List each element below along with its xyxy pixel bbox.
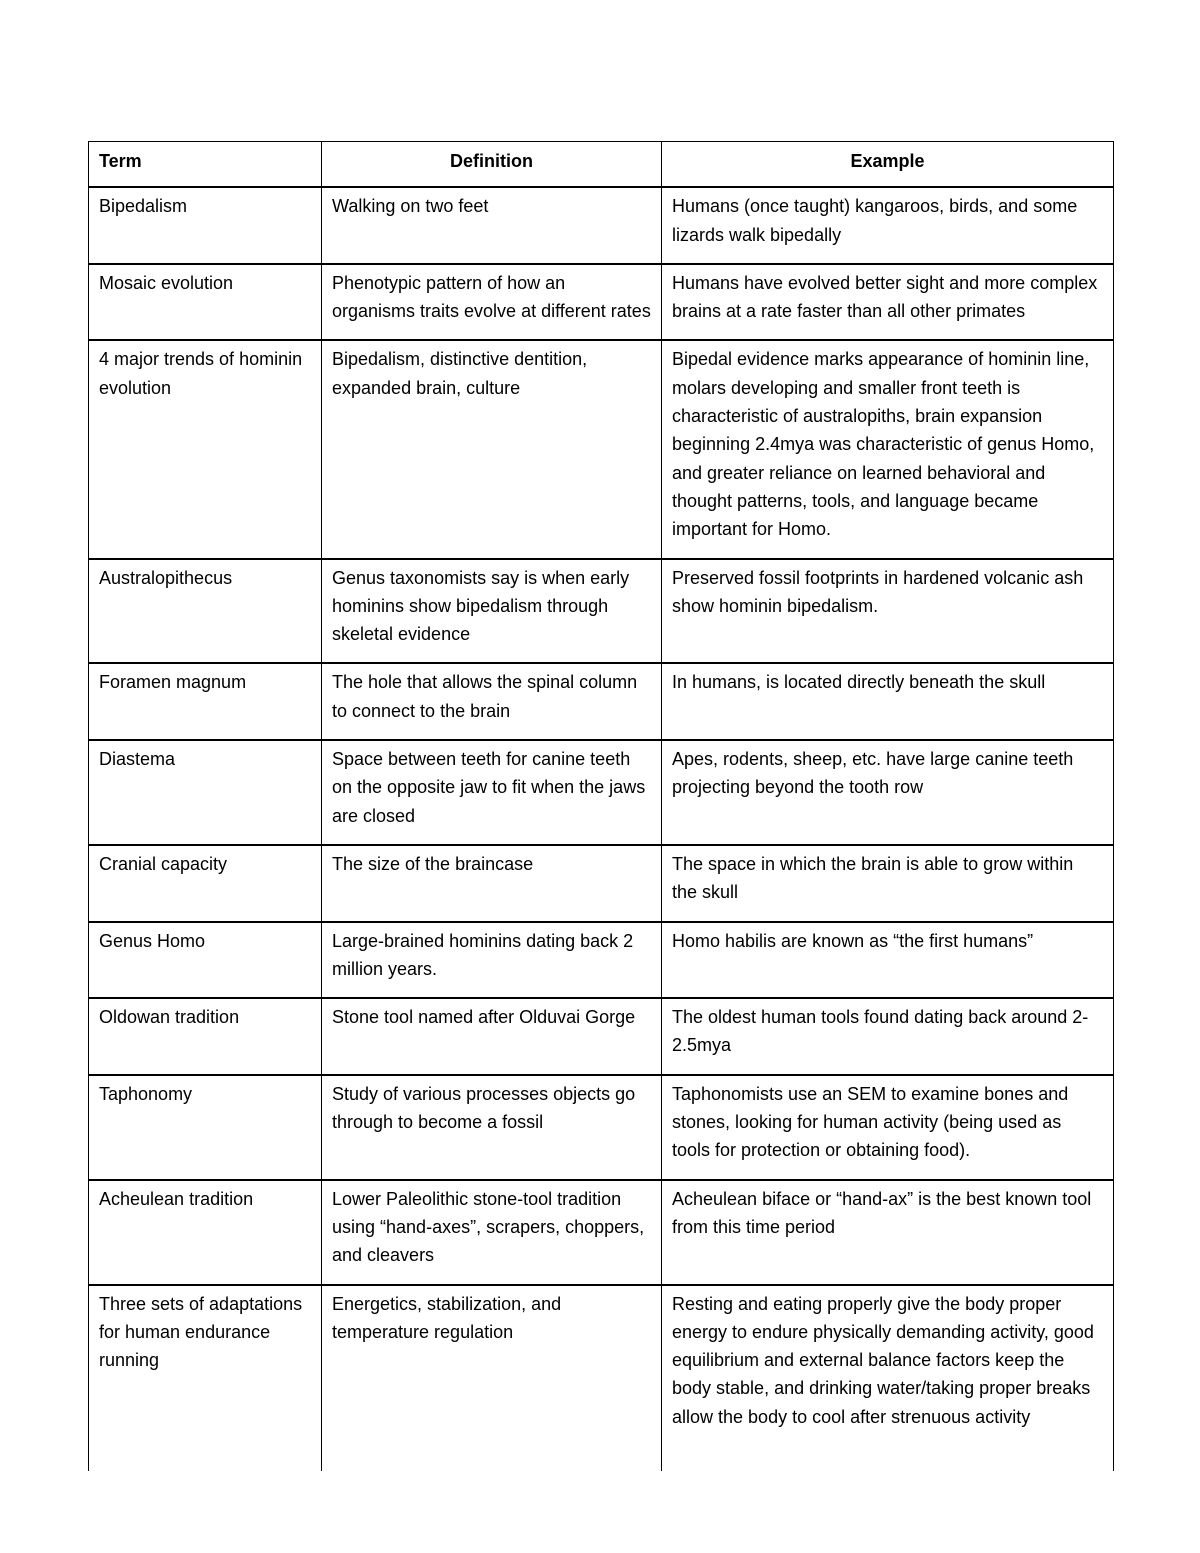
table-row — [89, 559, 1114, 664]
definition-cell: Walking on two feet — [322, 187, 662, 264]
term-cell: Australopithecus — [89, 559, 322, 664]
term-cell: Foramen magnum — [89, 663, 322, 740]
example-cell: Resting and eating properly give the body proper energy to endure physically demanding activity, good equilibrium and external balance factors keep the body stable, and drinking water/taking proper breaks allow the body to cool after strenuous activity — [662, 1285, 1114, 1471]
definition-cell: Phenotypic pattern of how an organisms traits evolve at different rates — [322, 264, 662, 341]
table-row — [89, 1180, 1114, 1285]
table-row — [89, 663, 1114, 740]
header-example: Example — [662, 142, 1114, 188]
term-cell: Diastema — [89, 740, 322, 845]
term-cell: 4 major trends of hominin evolution — [89, 340, 322, 558]
example-cell: Humans have evolved better sight and more complex brains at a rate faster than all other primates — [662, 264, 1114, 341]
table-row — [89, 998, 1114, 1075]
example-cell: Acheulean biface or “hand-ax” is the best known tool from this time period — [662, 1180, 1114, 1285]
definition-cell: The size of the braincase — [322, 845, 662, 922]
term-cell: Taphonomy — [89, 1075, 322, 1180]
example-cell: Taphonomists use an SEM to examine bones and stones, looking for human activity (being used as tools for protection or obtaining food). — [662, 1075, 1114, 1180]
table-row — [89, 187, 1114, 264]
header-term: Term — [89, 142, 322, 188]
definition-cell: Genus taxonomists say is when early hominins show bipedalism through skeletal evidence — [322, 559, 662, 664]
term-cell: Oldowan tradition — [89, 998, 322, 1075]
table-row — [89, 740, 1114, 845]
term-cell: Three sets of adaptations for human endurance running — [89, 1285, 322, 1471]
table-row — [89, 264, 1114, 341]
definition-cell: Energetics, stabilization, and temperature regulation — [322, 1285, 662, 1471]
term-cell: Mosaic evolution — [89, 264, 322, 341]
definition-cell: Bipedalism, distinctive dentition, expanded brain, culture — [322, 340, 662, 558]
table-row — [89, 1285, 1114, 1471]
term-cell: Genus Homo — [89, 922, 322, 999]
header-definition: Definition — [322, 142, 662, 188]
example-cell: In humans, is located directly beneath the skull — [662, 663, 1114, 740]
example-cell: Homo habilis are known as “the first humans” — [662, 922, 1114, 999]
table-header-row — [89, 142, 1114, 188]
term-cell: Acheulean tradition — [89, 1180, 322, 1285]
term-cell: Cranial capacity — [89, 845, 322, 922]
table-row — [89, 1075, 1114, 1180]
definition-cell: The hole that allows the spinal column to connect to the brain — [322, 663, 662, 740]
glossary-table — [88, 141, 1114, 1471]
example-cell: Humans (once taught) kangaroos, birds, and some lizards walk bipedally — [662, 187, 1114, 264]
definition-cell: Lower Paleolithic stone-tool tradition using “hand-axes”, scrapers, choppers, and cleavers — [322, 1180, 662, 1285]
definition-cell: Study of various processes objects go through to become a fossil — [322, 1075, 662, 1180]
definition-cell: Stone tool named after Olduvai Gorge — [322, 998, 662, 1075]
example-cell: Bipedal evidence marks appearance of hominin line, molars developing and smaller front teeth is characteristic of australopiths, brain expansion beginning 2.4mya was characteristic of genus Homo, and greater reliance on learned behavioral and thought patterns, tools, and language became important for Homo. — [662, 340, 1114, 558]
table-row — [89, 845, 1114, 922]
example-cell: The space in which the brain is able to grow within the skull — [662, 845, 1114, 922]
glossary-table-container — [88, 141, 1113, 1471]
example-cell: Preserved fossil footprints in hardened volcanic ash show hominin bipedalism. — [662, 559, 1114, 664]
definition-cell: Large-brained hominins dating back 2 million years. — [322, 922, 662, 999]
term-cell: Bipedalism — [89, 187, 322, 264]
example-cell: The oldest human tools found dating back around 2-2.5mya — [662, 998, 1114, 1075]
table-row — [89, 340, 1114, 558]
definition-cell: Space between teeth for canine teeth on the opposite jaw to fit when the jaws are closed — [322, 740, 662, 845]
table-row — [89, 922, 1114, 999]
example-cell: Apes, rodents, sheep, etc. have large canine teeth projecting beyond the tooth row — [662, 740, 1114, 845]
